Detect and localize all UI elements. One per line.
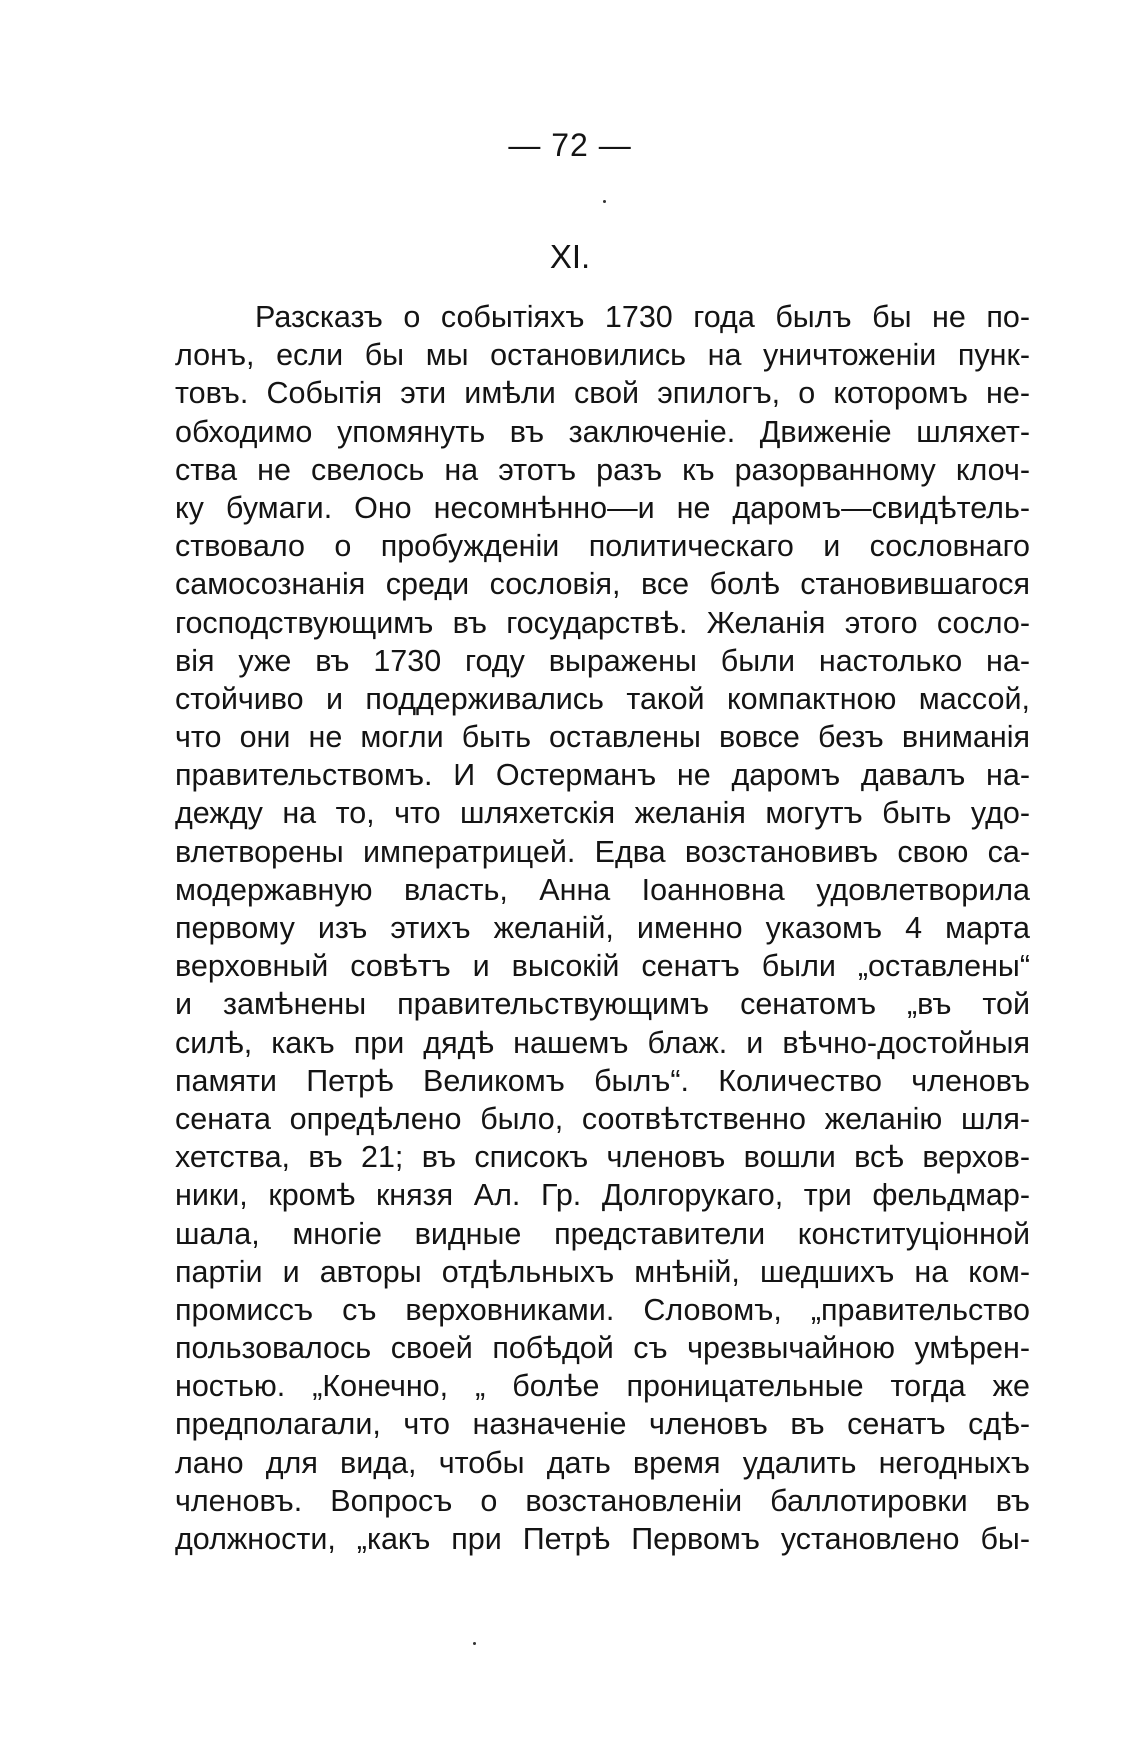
text-line: ку бумаги. Оно несомнѣнно—и не даромъ—свидѣтель- [175, 490, 1030, 525]
text-line: самосознанія среди сословія, все болѣ становившагося [175, 567, 1030, 602]
text-line: влетворены императрицей. Едва возстановивъ свою са- [175, 834, 1030, 869]
text-line: что они не могли быть оставлены вовсе безъ вниманія [175, 720, 1030, 755]
text-line: предполагали, что назначеніе членовъ въ сенатъ сдѣ- [175, 1407, 1030, 1442]
text-line: лано для вида, чтобы дать время удалить негодныхъ [175, 1445, 1030, 1480]
body-paragraph [175, 298, 1030, 1558]
print-speck [603, 200, 606, 203]
text-line: должности, „какъ при Петрѣ Первомъ установлено бы- [175, 1522, 1030, 1556]
page-number: — 72 — [508, 127, 632, 163]
text-line: членовъ. Вопросъ о возстановленіи баллотировки въ [175, 1483, 1030, 1518]
text-line: модержавную власть, Анна Іоанновна удовлетворила [175, 872, 1030, 907]
text-line: ства не свелось на этотъ разъ къ разорванному клоч- [175, 452, 1030, 487]
text-line: лонъ, если бы мы остановились на уничтоженіи пунк- [175, 338, 1030, 373]
text-line: Разсказъ о событіяхъ 1730 года былъ бы не по- [255, 300, 1030, 334]
text-line: партіи и авторы отдѣльныхъ мнѣній, шедшихъ на ком- [175, 1254, 1030, 1289]
text-line: ностью. „Конечно, „ болѣе проницательные тогда же [175, 1369, 1030, 1404]
text-line: товъ. Событія эти имѣли свой эпилогъ, о которомъ не- [175, 376, 1030, 411]
text-line: силѣ, какъ при дядѣ нашемъ блаж. и вѣчно-достойныя [175, 1025, 1030, 1060]
chapter-heading: XI. [549, 238, 591, 275]
text-line: обходимо упомянуть въ заключеніе. Движеніе шляхет- [175, 414, 1030, 449]
text-line: господствующимъ въ государствѣ. Желанія этого сосло- [175, 605, 1030, 640]
text-line: вія уже въ 1730 году выражены были настолько на- [175, 643, 1030, 678]
text-line: дежду на то, что шляхетскія желанія могутъ быть удо- [175, 796, 1030, 831]
text-line: первому изъ этихъ желаній, именно указомъ 4 марта [175, 911, 1030, 945]
text-line: ствовало о пробужденіи политическаго и сословнаго [175, 529, 1030, 564]
text-line: пользовалось своей побѣдой съ чрезвычайною умѣрен- [175, 1331, 1030, 1366]
text-line: сената опредѣлено было, соотвѣтственно желанію шля- [175, 1101, 1030, 1136]
text-line: памяти Петрѣ Великомъ былъ“. Количество членовъ [175, 1063, 1030, 1098]
text-line: шала, многіе видные представители конституціонной [175, 1216, 1030, 1251]
text-line: и замѣнены правительствующимъ сенатомъ „въ той [175, 987, 1030, 1022]
print-speck [473, 1642, 476, 1645]
text-line: ники, кромѣ князя Ал. Гр. Долгорукаго, три фельдмар- [175, 1178, 1030, 1213]
text-line: хетства, въ 21; въ списокъ членовъ вошли всѣ верхов- [175, 1140, 1030, 1175]
text-line: правительствомъ. И Остерманъ не даромъ давалъ на- [175, 758, 1030, 793]
text-line: верховный совѣтъ и высокій сенатъ были „оставлены“ [175, 949, 1030, 984]
text-line: стойчиво и поддерживались такой компактною массой, [175, 681, 1030, 716]
text-line: промиссъ съ верховниками. Словомъ, „правительство [175, 1292, 1030, 1327]
